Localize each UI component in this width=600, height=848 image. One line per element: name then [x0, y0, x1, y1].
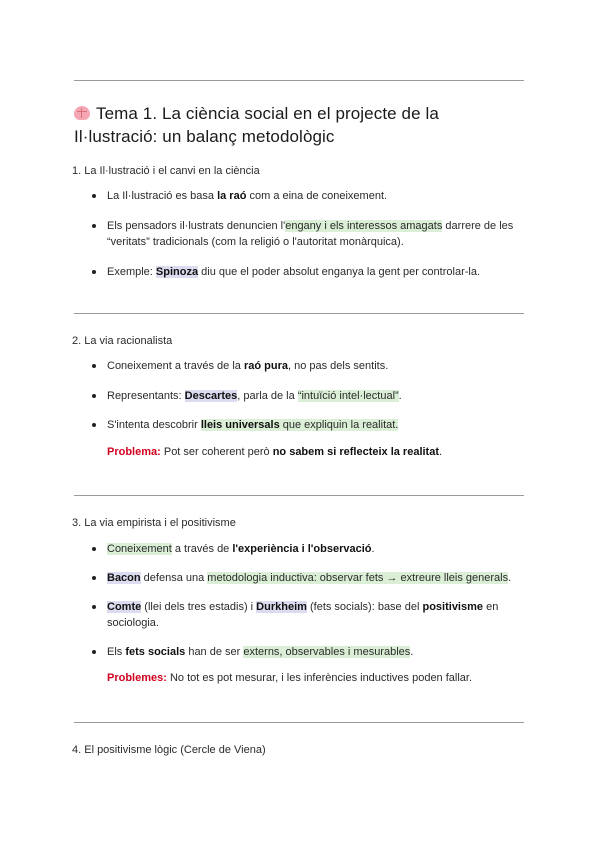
page-title: Tema 1. La ciència social en el projecte de la Il·lustració: un balanç metodològic: [74, 104, 439, 146]
section-heading: 3. La via empirista i el positivisme: [72, 517, 236, 529]
bullet: [92, 576, 96, 580]
bullet: [92, 224, 96, 228]
brain-icon: [74, 106, 90, 120]
section-heading: 4. El positivisme lògic (Cercle de Viena): [72, 744, 266, 756]
divider: [74, 722, 524, 723]
bullet: [92, 547, 96, 551]
bullet: [92, 270, 96, 274]
bullet: [92, 650, 96, 654]
divider: [74, 80, 524, 81]
bullet: [92, 364, 96, 368]
bullet: [92, 423, 96, 427]
divider: [74, 495, 524, 496]
divider: [74, 313, 524, 314]
bullet: [92, 394, 96, 398]
section-heading: 2. La via racionalista: [72, 335, 173, 347]
bullet: [92, 605, 96, 609]
problem-note: Problema: Pot ser coherent però no sabem si reflecteix la realitat.: [107, 446, 443, 458]
section-heading: 1. La Il·lustració i el canvi en la ciència: [72, 165, 260, 177]
problem-note: Problemes: No tot es pot mesurar, i les inferències inductives poden fallar.: [107, 672, 473, 684]
bullet: [92, 194, 96, 198]
